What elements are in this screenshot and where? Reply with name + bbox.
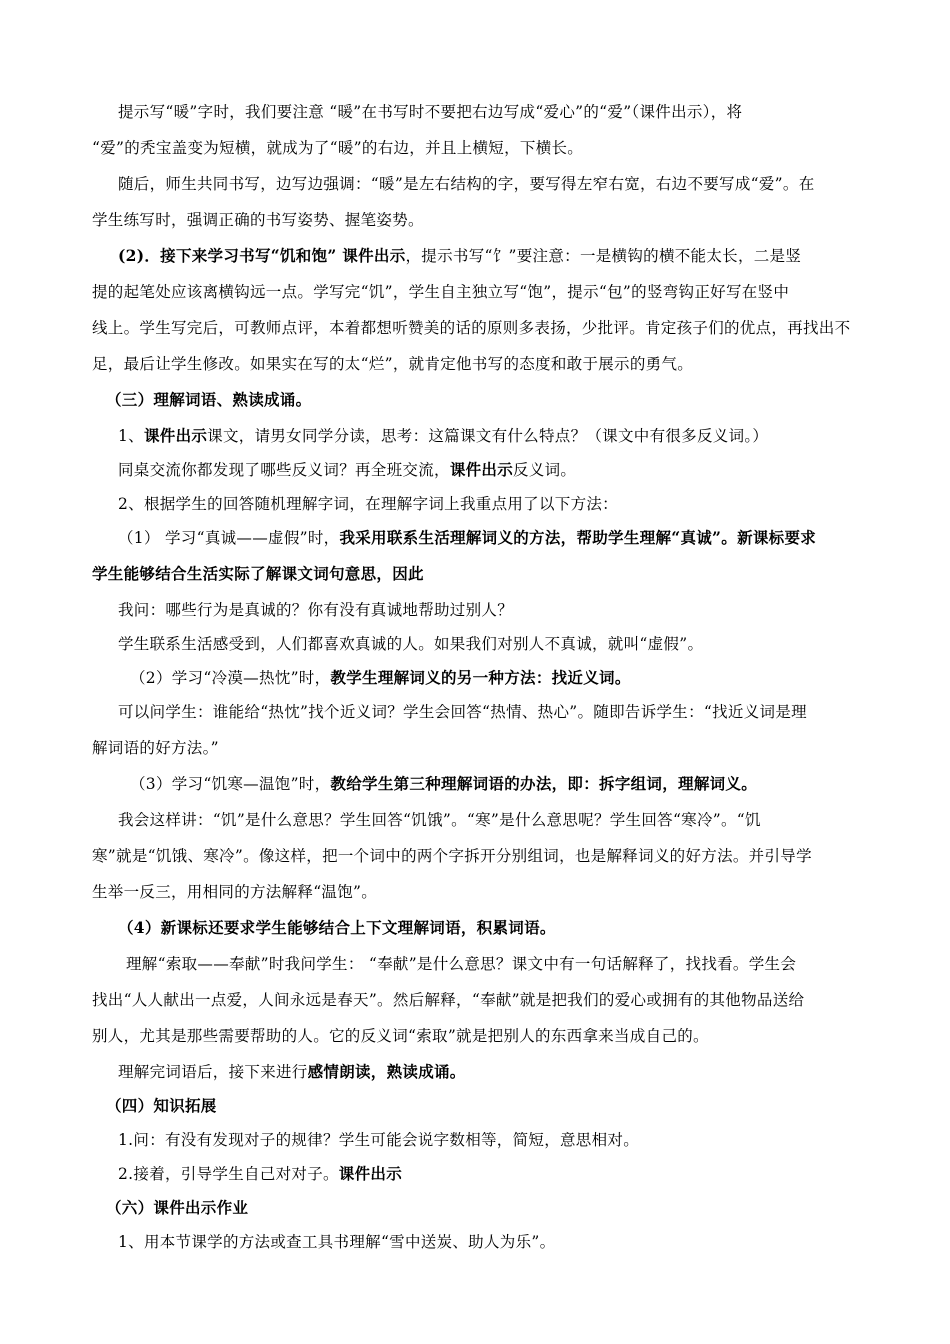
paragraph-line — [118, 246, 801, 266]
text-run: 2.接着，引导学生自己对对子。 — [118, 1165, 339, 1183]
paragraph-line — [118, 1062, 466, 1082]
section-heading: （六）课件出示作业 — [106, 1198, 249, 1217]
paragraph-line: 学生联系生活感受到，人们都喜欢真诚的人。如果我们对别人不真诚，就叫“虚假”。 — [118, 635, 704, 653]
text-run: 同桌交流你都发现了哪些反义词？再全班交流， — [118, 461, 450, 479]
bold-phrase: 课件出示 — [338, 1164, 402, 1183]
bold-phrase: 教学生理解词义的另一种方法：找近义词。 — [330, 668, 631, 687]
text-run: 理解完词语后，接下来进行 — [118, 1063, 308, 1081]
bold-phrase: 课件出示 — [449, 460, 514, 479]
paragraph-line: 我会这样讲：“饥”是什么意思？学生回答“饥饿”。“寒”是什么意思呢？学生回答“寒冷”。“饥 — [118, 811, 761, 829]
text-run: （2）学习“冷漠—热忱”时， — [130, 669, 331, 687]
paragraph-line: 1.问：有没有发现对子的规律？学生可能会说字数相等，简短，意思相对。 — [118, 1131, 639, 1149]
text-run: 1、 — [118, 427, 144, 445]
bold-phrase: 感情朗读，熟读成诵。 — [307, 1062, 466, 1081]
paragraph-line: 理解“索取——奉献”时我问学生： “奉献”是什么意思？课文中有一句话解释了，找找看。学生会 — [126, 955, 797, 973]
paragraph-line: （4）新课标还要求学生能够结合上下文理解词语，积累词语。 — [118, 918, 556, 937]
paragraph-line — [130, 668, 631, 688]
paragraph-line: 1、用本节课学的方法或查工具书理解“雪中送炭、助人为乐”。 — [118, 1233, 556, 1251]
paragraph-line — [130, 774, 757, 794]
paragraph-line: 找出“人人献出一点爱，人间永远是春天”。然后解释，“奉献”就是把我们的爱心或拥有的其他物品送给 — [92, 991, 805, 1009]
paragraph-line: 提示写“暖”字时，我们要注意 “暖”在书写时不要把右边写成“爱心”的“爱”（课件出示），将 — [118, 103, 743, 121]
text-run: 反义词。 — [513, 461, 577, 479]
paragraph-line — [118, 1164, 402, 1184]
paragraph-line: 足，最后让学生修改。如果实在写的太“烂”，就肯定他书写的态度和敢于展示的勇气。 — [92, 355, 694, 373]
paragraph-line — [118, 460, 576, 480]
paragraph-line: 生举一反三，用相同的方法解释“温饱”。 — [92, 883, 378, 901]
paragraph-line — [118, 528, 816, 548]
section-heading: （四）知识拓展 — [106, 1096, 217, 1115]
item-number: (2)．接下来学习书写“饥和饱” — [118, 246, 337, 265]
text-run: 课文，请男女同学分读，思考：这篇课文有什么特点？（课文中有很多反义词。） — [207, 427, 769, 445]
paragraph-line: 可以问学生：谁能给“热忱”找个近义词？学生会回答“热情、热心”。随即告诉学生：“找近义词是理 — [118, 703, 807, 721]
bold-phrase: 教给学生第三种理解词语的办法，即：拆字组词，理解词义。 — [330, 774, 758, 793]
bold-phrase: 我采用联系生活理解词义的方法，帮助学生理解“真诚”。新课标要求 — [339, 528, 817, 547]
bold-phrase: 课件出示 — [336, 246, 406, 265]
paragraph-line: “爱”的秃宝盖变为短横，就成为了“暖”的右边，并且上横短，下横长。 — [92, 139, 584, 157]
section-heading: （三）理解词语、熟读成诵。 — [106, 390, 312, 409]
paragraph-line: 解词语的好方法。” — [92, 739, 219, 757]
paragraph-line: 线上。学生写完后，可教师点评，本着都想听赞美的话的原则多表扬，少批评。肯定孩子们的优点，再找出不 — [92, 319, 851, 337]
paragraph-line: 学生能够结合生活实际了解课文词句意思，因此 — [92, 564, 424, 583]
paragraph-line: 寒”就是“饥饿、寒冷”。像这样，把一个词中的两个字拆开分别组词，也是解释词义的好方法。并引导学 — [92, 847, 812, 865]
paragraph-line: 随后，师生共同书写，边写边强调：“暖”是左右结构的字，要写得左窄右宽，右边不要写成“爱”。在 — [118, 175, 815, 193]
paragraph-line: 我问：哪些行为是真诚的？你有没有真诚地帮助过别人？ — [118, 601, 514, 619]
paragraph-line — [118, 426, 768, 446]
paragraph-line: 提的起笔处应该离横钩远一点。学写完“饥”，学生自主独立写“饱”，提示“包”的竖弯钩正好写在竖中 — [92, 283, 790, 301]
text-run: （3）学习“饥寒—温饱”时， — [130, 775, 331, 793]
bold-phrase: 课件出示 — [143, 426, 208, 445]
paragraph-line: 2、根据学生的回答随机理解字词，在理解字词上我重点用了以下方法： — [118, 495, 618, 513]
text-run: ，提示书写“饣”要注意：一是横钩的横不能太长，二是竖 — [405, 247, 802, 265]
text-run: （1） 学习“真诚——虚假”时， — [118, 529, 340, 547]
paragraph-line: 学生练写时，强调正确的书写姿势、握笔姿势。 — [92, 211, 424, 229]
paragraph-line: 别人，尤其是那些需要帮助的人。它的反义词“索取”就是把别人的东西拿来当成自己的。 — [92, 1027, 709, 1045]
